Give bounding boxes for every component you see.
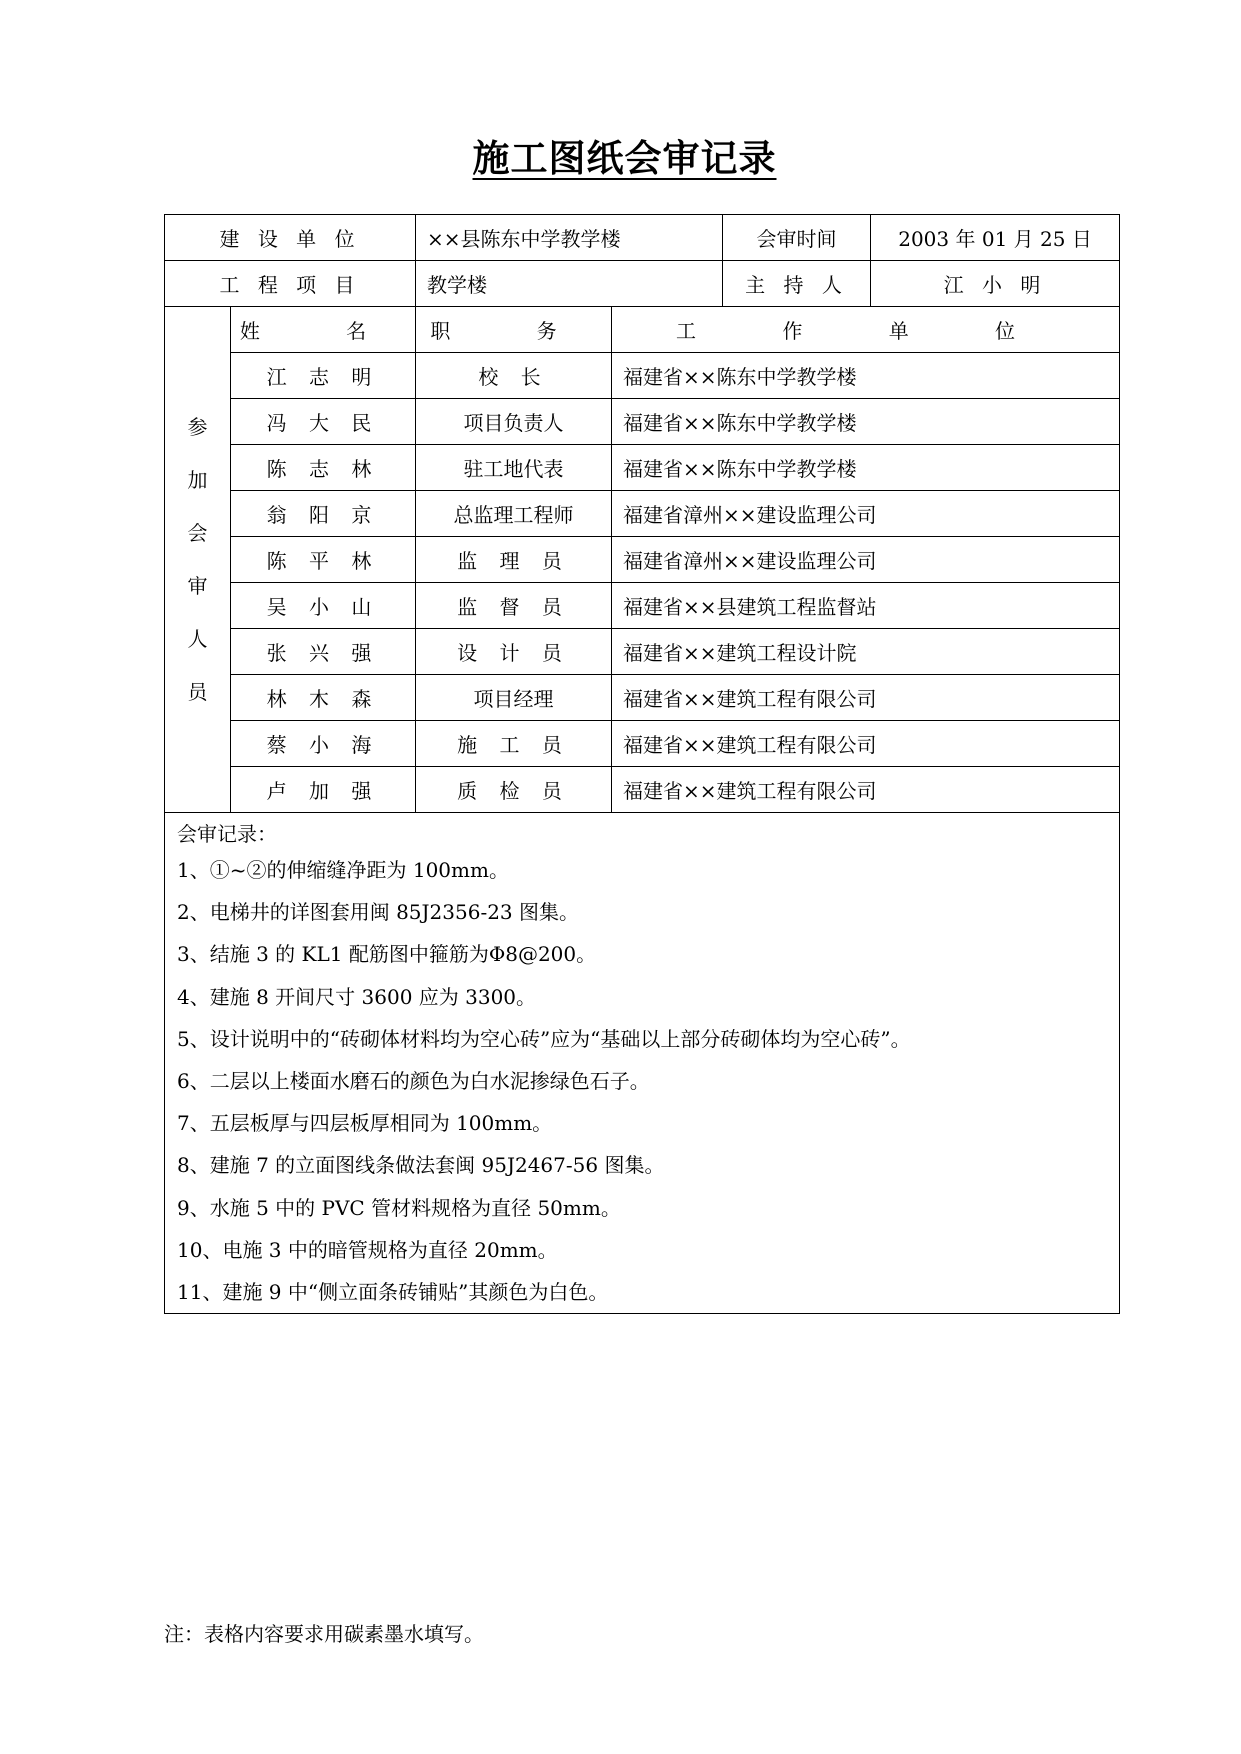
participant-name: 卢 加 强 — [231, 767, 416, 813]
time-label: 会审时间 — [723, 215, 871, 261]
col-duty-header: 职 务 — [416, 307, 612, 353]
participant-row — [165, 629, 1120, 675]
record-item: 3、结施 3 的 KL1 配筋图中箍筋为Φ8@200。 — [177, 942, 597, 967]
record-item: 10、电施 3 中的暗管规格为直径 20mm。 — [177, 1237, 558, 1262]
side-char: 人 — [187, 626, 208, 651]
record-item: 6、二层以上楼面水磨石的颜色为白水泥掺绿色石子。 — [177, 1069, 650, 1094]
participant-unit: 福建省××陈东中学教学楼 — [612, 445, 1120, 491]
record-heading: 会审记录： — [177, 822, 277, 846]
side-char: 员 — [187, 679, 208, 704]
side-char: 参 — [187, 414, 208, 439]
participant-unit: 福建省××建筑工程设计院 — [612, 629, 1120, 675]
participant-duty: 驻工地代表 — [416, 445, 612, 491]
footnote: 注：表格内容要求用碳素墨水填写。 — [164, 1622, 484, 1646]
participant-name: 陈 平 林 — [231, 537, 416, 583]
col-name-header: 姓 名 — [231, 307, 416, 353]
participant-duty: 监 理 员 — [416, 537, 612, 583]
participants-header-row — [165, 307, 1120, 353]
participant-unit: 福建省××陈东中学教学楼 — [612, 399, 1120, 445]
record-item: 7、五层板厚与四层板厚相同为 100mm。 — [177, 1111, 553, 1136]
record-item: 9、水施 5 中的 PVC 管材料规格为直径 50mm。 — [177, 1195, 621, 1220]
participant-duty: 总监理工程师 — [416, 491, 612, 537]
participant-row — [165, 537, 1120, 583]
page-title-text: 施工图纸会审记录 — [472, 136, 777, 180]
record-item: 4、建施 8 开间尺寸 3600 应为 3300。 — [177, 984, 537, 1009]
participant-row — [165, 767, 1120, 813]
participant-name: 蔡 小 海 — [231, 721, 416, 767]
page-title — [0, 128, 1241, 182]
participant-row — [165, 721, 1120, 767]
participant-unit: 福建省××县建筑工程监督站 — [612, 583, 1120, 629]
participant-unit: 福建省漳州××建设监理公司 — [612, 491, 1120, 537]
host-label: 主 持 人 — [723, 261, 871, 307]
participant-duty: 项目负责人 — [416, 399, 612, 445]
participant-name: 翁 阳 京 — [231, 491, 416, 537]
participant-name: 林 木 森 — [231, 675, 416, 721]
participant-name: 陈 志 林 — [231, 445, 416, 491]
unit-value: ××县陈东中学教学楼 — [416, 215, 723, 261]
participant-duty: 校 长 — [416, 353, 612, 399]
col-unit-header: 工 作 单 位 — [612, 307, 1120, 353]
participant-duty: 项目经理 — [416, 675, 612, 721]
participants-side-label — [165, 307, 231, 813]
record-item: 1、①~②的伸缩缝净距为 100mm。 — [177, 858, 509, 882]
participant-unit: 福建省××建筑工程有限公司 — [612, 767, 1120, 813]
participant-name: 冯 大 民 — [231, 399, 416, 445]
review-table — [164, 214, 1120, 1314]
participant-row — [165, 399, 1120, 445]
participant-row — [165, 675, 1120, 721]
participant-duty: 设 计 员 — [416, 629, 612, 675]
project-label: 工 程 项 目 — [165, 261, 416, 307]
participant-unit: 福建省××建筑工程有限公司 — [612, 675, 1120, 721]
record-item: 11、建施 9 中“侧立面条砖铺贴”其颜色为白色。 — [177, 1280, 609, 1305]
host-value: 江 小 明 — [871, 261, 1120, 307]
participant-name: 张 兴 强 — [231, 629, 416, 675]
project-value: 教学楼 — [416, 261, 723, 307]
participant-name: 江 志 明 — [231, 353, 416, 399]
participant-name: 吴 小 山 — [231, 583, 416, 629]
time-value: 2003 年 01 月 25 日 — [871, 215, 1120, 261]
record-cell — [165, 813, 1120, 1314]
side-char: 加 — [187, 467, 208, 492]
participant-duty: 施 工 员 — [416, 721, 612, 767]
side-char: 会 — [187, 520, 208, 545]
participant-row — [165, 491, 1120, 537]
participant-duty: 质 检 员 — [416, 767, 612, 813]
participant-duty: 监 督 员 — [416, 583, 612, 629]
participant-row — [165, 353, 1120, 399]
header-row-project — [165, 261, 1120, 307]
record-item: 8、建施 7 的立面图线条做法套闽 95J2467-56 图集。 — [177, 1153, 665, 1178]
record-item: 2、电梯井的详图套用闽 85J2356-23 图集。 — [177, 900, 580, 925]
participant-unit: 福建省××建筑工程有限公司 — [612, 721, 1120, 767]
header-row-unit — [165, 215, 1120, 261]
side-char: 审 — [187, 573, 208, 598]
unit-label: 建 设 单 位 — [165, 215, 416, 261]
record-row — [165, 813, 1120, 1314]
participant-unit: 福建省漳州××建设监理公司 — [612, 537, 1120, 583]
record-item: 5、设计说明中的“砖砌体材料均为空心砖”应为“基础以上部分砖砌体均为空心砖”。 — [177, 1026, 911, 1051]
participant-unit: 福建省××陈东中学教学楼 — [612, 353, 1120, 399]
participant-row — [165, 445, 1120, 491]
participant-row — [165, 583, 1120, 629]
